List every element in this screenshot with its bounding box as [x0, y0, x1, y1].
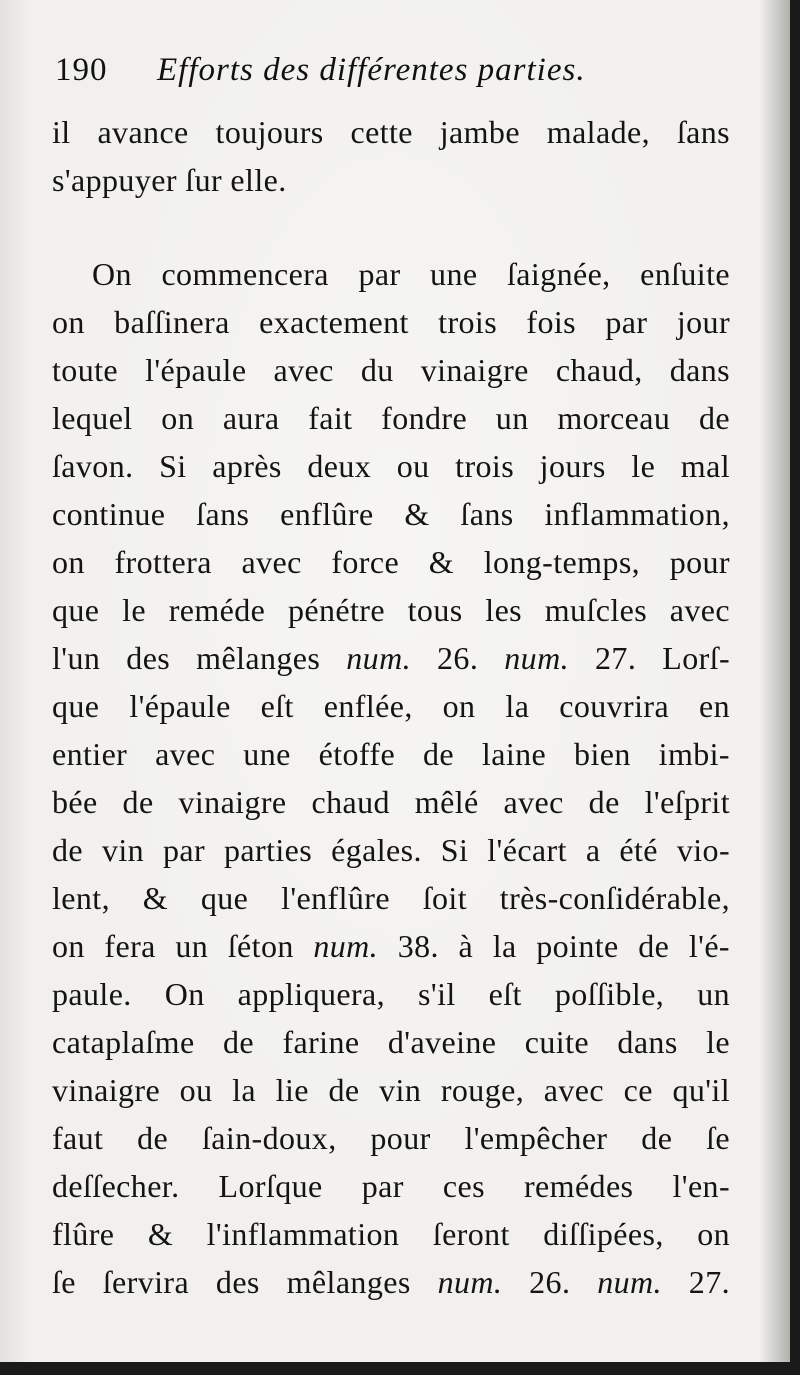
- text-line: lequel on aura fait fondre un morceau de: [52, 400, 730, 436]
- paragraph-break: [52, 204, 730, 250]
- body-text: [52, 108, 730, 1306]
- text-line: toute l'épaule avec du vinaigre chaud, dans: [52, 352, 730, 388]
- num-reference: num.: [597, 1264, 662, 1300]
- text-line: s'appuyer ſur elle.: [52, 162, 287, 198]
- text-line: que l'épaule eſt enflée, on la couvrira en: [52, 688, 730, 724]
- num-reference: num.: [504, 640, 569, 676]
- num-reference: num.: [437, 1264, 503, 1300]
- text-line: cataplaſme de farine d'aveine cuite dans le: [52, 1024, 730, 1060]
- text-line: de vin par parties égales. Si l'écart a été vio-: [52, 832, 730, 868]
- page-number: 190: [55, 52, 108, 88]
- text-line: faut de ſain-doux, pour l'empêcher de ſe: [52, 1120, 730, 1156]
- text-line: l'un des mêlanges num. 26. num. 27. Lorſ-: [52, 640, 731, 676]
- num-reference: num.: [313, 928, 379, 964]
- text-line: bée de vinaigre chaud mêlé avec de l'eſprit: [52, 784, 730, 820]
- text-line: ſavon. Si après deux ou trois jours le mal: [52, 448, 730, 484]
- text-line: il avance toujours cette jambe malade, ſans: [52, 114, 730, 150]
- text-line: que le reméde pénétre tous les muſcles avec: [52, 592, 730, 628]
- text-line: On commencera par une ſaignée, enſuite: [92, 256, 730, 292]
- text-line: on fera un ſéton num. 38. à la pointe de l'é-: [52, 928, 730, 964]
- text-line: flûre & l'inflammation ſeront diſſipées, on: [52, 1216, 730, 1252]
- text-line: on frottera avec force & long-temps, pour: [52, 544, 730, 580]
- num-reference: num.: [346, 640, 411, 676]
- text-line: vinaigre ou la lie de vin rouge, avec ce qu'il: [52, 1072, 730, 1108]
- text-line: deſſecher. Lorſque par ces remédes l'en-: [52, 1168, 730, 1204]
- text-line: entier avec une étoffe de laine bien imbi-: [52, 736, 730, 772]
- text-line: paule. On appliquera, s'il eſt poſſible, un: [52, 976, 730, 1012]
- text-line: lent, & que l'enflûre ſoit très-conſidérable,: [52, 880, 730, 916]
- text-line: on baſſinera exactement trois fois par jour: [52, 304, 730, 340]
- text-line: ſe ſervira des mêlanges num. 26. num. 27.: [52, 1264, 731, 1300]
- running-title: Efforts des différentes parties.: [157, 52, 586, 88]
- page-header: [55, 52, 755, 102]
- page-edge-shadow: [760, 0, 790, 1362]
- text-line: continue ſans enflûre & ſans inflammation,: [52, 496, 730, 532]
